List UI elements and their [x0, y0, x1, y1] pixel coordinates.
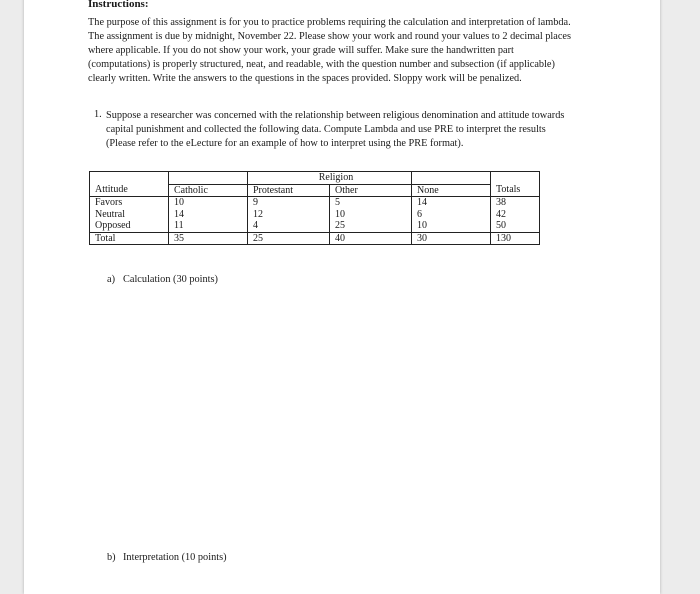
- table-cell: Total: [90, 232, 169, 245]
- religion-header: Religion: [248, 172, 412, 185]
- table-cell: 11: [169, 220, 248, 232]
- header-cell: Protestant: [248, 184, 330, 197]
- part-b-text: Interpretation (10 points): [123, 552, 227, 563]
- question-text: Suppose a researcher was concerned with the relationship between religious denomination and attitude towards capital punishment and collected the following data. Compute Lambda and use PRE to interpret the results (Please refer to the eLecture for an example of how to interpret using the PRE format).: [106, 110, 565, 149]
- table-header-row: [90, 184, 540, 197]
- table-cell: 5: [330, 197, 412, 209]
- header-cell: Other: [330, 184, 412, 197]
- instructions-heading: Instructions:: [88, 0, 149, 10]
- part-b-label: b): [107, 552, 116, 563]
- table-cell: 4: [248, 220, 330, 232]
- table-group-header-row: [90, 172, 540, 185]
- table-cell: 10: [412, 220, 491, 232]
- instructions-paragraph: The purpose of this assignment is for you to practice problems requiring the calculation and interpretation of lambda. The assignment is due by midnight, November 22. Please show your work and round your values to 2 decimal places where applicable. If you do not show your work, your grade will suffer. Make sure the handwritten part (computations) is properly structured, neat, and readable, with the question number and subsection (if applicable) clearly written. Write the answers to the questions in the spaces provided. Sloppy work will be penalized.: [88, 17, 571, 84]
- header-cell: Catholic: [169, 184, 248, 197]
- header-cell: Attitude: [90, 184, 169, 197]
- table-row: [90, 209, 540, 221]
- table-cell: 40: [330, 232, 412, 245]
- table-cell: 38: [491, 197, 540, 209]
- table-cell: 12: [248, 209, 330, 221]
- question-number: 1.: [94, 109, 102, 120]
- table-cell: 14: [412, 197, 491, 209]
- table-cell: Neutral: [90, 209, 169, 221]
- table-row: [90, 220, 540, 232]
- part-a-text: Calculation (30 points): [123, 274, 218, 285]
- table-cell: 35: [169, 232, 248, 245]
- data-table: [89, 171, 540, 245]
- table-cell: 14: [169, 209, 248, 221]
- document-page: [24, 0, 660, 594]
- part-b: [107, 552, 227, 563]
- table-cell: Opposed: [90, 220, 169, 232]
- table-cell: 42: [491, 209, 540, 221]
- table-cell: 30: [412, 232, 491, 245]
- part-a: [107, 274, 218, 285]
- table-cell: Favors: [90, 197, 169, 209]
- table-cell: 50: [491, 220, 540, 232]
- table-row: [90, 197, 540, 209]
- table-cell: 25: [248, 232, 330, 245]
- table-cell: 10: [169, 197, 248, 209]
- table-cell: 25: [330, 220, 412, 232]
- part-a-label: a): [107, 274, 115, 285]
- table-cell: 6: [412, 209, 491, 221]
- table-cell: 130: [491, 232, 540, 245]
- table-total-row: [90, 232, 540, 245]
- header-cell: None: [412, 184, 491, 197]
- table-cell: 10: [330, 209, 412, 221]
- header-cell: Totals: [491, 184, 540, 197]
- table-cell: 9: [248, 197, 330, 209]
